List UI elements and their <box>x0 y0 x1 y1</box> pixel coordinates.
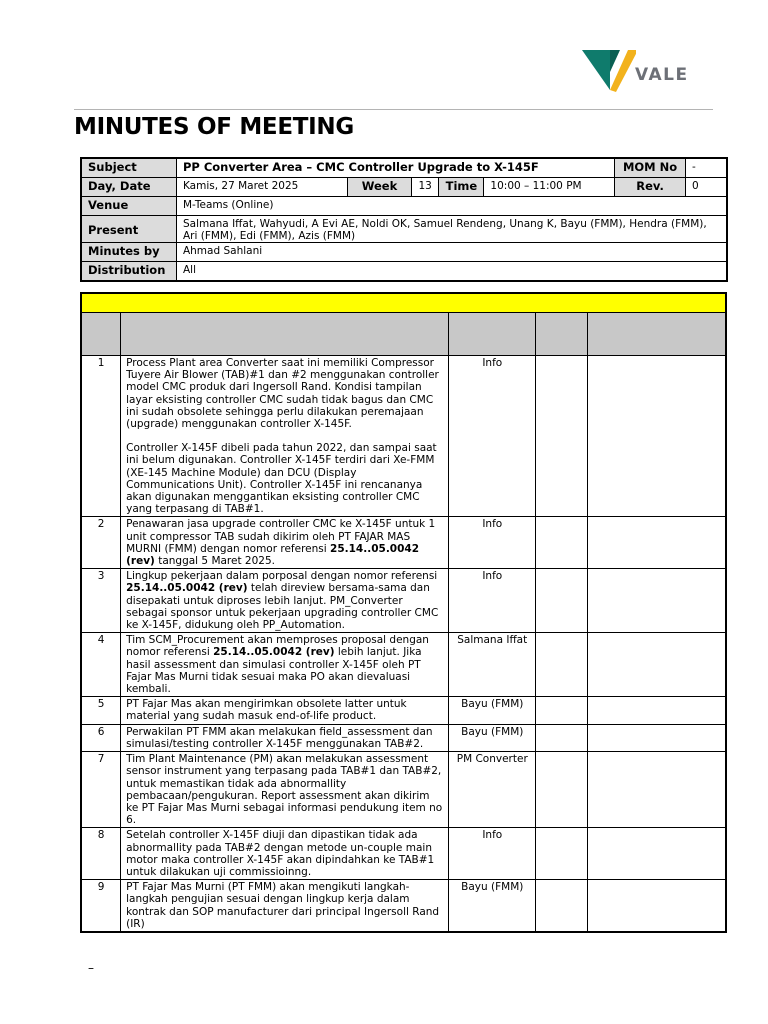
item-status <box>587 880 726 932</box>
item-pic: Bayu (FMM) <box>449 697 536 724</box>
item-due <box>536 356 587 517</box>
item-description-paragraph: Process Plant area Converter saat ini memiliki Compressor Tuyere Air Blower (TAB)#1 dan #2 menggunakan controller model CMC produk dari Ingersoll Rand. Kondisi tampilan layar eksisting controller CMC sudah tidak bagus dan CMC ini sudah obsolete sehingga perlu dilakukan peremajaan (upgrade) menggunakan controller X-145F. <box>126 357 439 431</box>
rev-value: 0 <box>686 178 728 197</box>
meeting-info-table <box>80 157 728 282</box>
day-date-label: Day, Date <box>81 178 176 197</box>
item-pic: Info <box>449 569 536 633</box>
day-date-value: Kamis, 27 Maret 2025 <box>176 178 347 197</box>
time-value: 10:00 – 11:00 PM <box>484 178 615 197</box>
footer-dash: – <box>88 961 94 975</box>
item-description-paragraph: Controller X-145F dibeli pada tahun 2022, dan sampai saat ini belum digunakan. Controller X-145F terdiri dari Xe-FMM (XE-145 Machine Module) dan DCU (Display Communications Unit). Controller X-145F ini rencananya akan digunakan menggantikan eksisting controller CMC yang terpasang di TAB#1. <box>126 442 437 516</box>
item-due <box>536 724 587 751</box>
venue-label: Venue <box>81 197 176 216</box>
item-pic: PM Converter <box>449 752 536 828</box>
yellow-header-cell <box>81 293 726 313</box>
table-row <box>81 697 726 724</box>
item-status <box>587 697 726 724</box>
item-no: 1 <box>81 356 121 517</box>
action-items-table <box>80 292 727 933</box>
item-description <box>121 356 449 517</box>
table-row <box>81 633 726 697</box>
vale-logo-text: VALE <box>635 65 689 85</box>
subject-label: Subject <box>81 158 176 178</box>
time-label: Time <box>439 178 484 197</box>
item-no: 6 <box>81 724 121 751</box>
vale-logo <box>580 46 710 96</box>
item-description: PT Fajar Mas Murni (PT FMM) akan mengikuti langkah-langkah pengujian sesuai dengan lingkup kerja dalam kontrak dan SOP manufacturer dari principal Ingersoll Rand (IR) <box>121 880 449 932</box>
item-status <box>587 517 726 569</box>
mom-no-value: - <box>686 158 728 178</box>
item-due <box>536 569 587 633</box>
item-due <box>536 752 587 828</box>
vale-logo-mark <box>580 46 636 94</box>
minutes-by-label: Minutes by <box>81 243 176 262</box>
present-value: Salmana Iffat, Wahyudi, A Evi AE, Noldi OK, Samuel Rendeng, Unang K, Bayu (FMM), Hendra (FMM), Ari (FMM), Edi (FMM), Azis (FMM) <box>176 216 727 243</box>
item-pic: Info <box>449 828 536 880</box>
table-column-header <box>81 313 726 356</box>
rev-label: Rev. <box>615 178 686 197</box>
table-row <box>81 356 726 517</box>
col-header-description <box>121 313 449 356</box>
item-status <box>587 356 726 517</box>
item-status <box>587 633 726 697</box>
item-description: PT Fajar Mas akan mengirimkan obsolete latter untuk material yang sudah masuk end-of-life product. <box>121 697 449 724</box>
item-pic: Info <box>449 356 536 517</box>
item-pic: Salmana Iffat <box>449 633 536 697</box>
col-header-no <box>81 313 121 356</box>
item-due <box>536 880 587 932</box>
item-description: Lingkup pekerjaan dalam porposal dengan nomor referensi 25.14..05.0042 (rev) telah direview bersama-sama dan disepakati untuk diproses lebih lanjut. PM_Converter sebagai sponsor untuk pekerjaan upgrading controller CMC ke X-145F, didukung oleh PP_Automation. <box>121 569 449 633</box>
table-row <box>81 880 726 932</box>
col-header-due <box>536 313 587 356</box>
item-no: 4 <box>81 633 121 697</box>
item-description: Setelah controller X-145F diuji dan dipastikan tidak ada abnormallity pada TAB#2 dengan metode un-couple main motor maka controller X-145F akan dipindahkan ke TAB#1 untuk dilakukan uji commissioinng. <box>121 828 449 880</box>
mom-no-label: MOM No <box>615 158 686 178</box>
item-description: Perwakilan PT FMM akan melakukan field_assessment dan simulasi/testing controller X-145F menggunakan TAB#2. <box>121 724 449 751</box>
table-row <box>81 569 726 633</box>
table-row <box>81 752 726 828</box>
item-due <box>536 517 587 569</box>
week-label: Week <box>347 178 412 197</box>
item-due <box>536 633 587 697</box>
item-no: 5 <box>81 697 121 724</box>
item-no: 8 <box>81 828 121 880</box>
col-header-status <box>587 313 726 356</box>
present-label: Present <box>81 216 176 243</box>
table-row <box>81 724 726 751</box>
item-no: 7 <box>81 752 121 828</box>
item-status <box>587 752 726 828</box>
item-no: 2 <box>81 517 121 569</box>
item-no: 9 <box>81 880 121 932</box>
item-due <box>536 697 587 724</box>
item-status <box>587 569 726 633</box>
item-due <box>536 828 587 880</box>
subject-value: PP Converter Area – CMC Controller Upgrade to X-145F <box>176 158 614 178</box>
week-value: 13 <box>412 178 439 197</box>
page-title: MINUTES OF MEETING <box>74 114 354 140</box>
distribution-label: Distribution <box>81 262 176 282</box>
table-row <box>81 828 726 880</box>
item-description: Tim SCM_Procurement akan memproses proposal dengan nomor referensi 25.14..05.0042 (rev) lebih lanjut. Jika hasil assessment dan simulasi controller X-145F oleh PT Fajar Mas Murni tidak sesuai maka PO akan dievaluasi kembali. <box>121 633 449 697</box>
minutes-by-value: Ahmad Sahlani <box>176 243 727 262</box>
header-rule <box>74 109 713 110</box>
table-row <box>81 517 726 569</box>
venue-value: M-Teams (Online) <box>176 197 727 216</box>
item-pic: Info <box>449 517 536 569</box>
item-status <box>587 828 726 880</box>
item-status <box>587 724 726 751</box>
col-header-pic <box>449 313 536 356</box>
item-pic: Bayu (FMM) <box>449 724 536 751</box>
item-pic: Bayu (FMM) <box>449 880 536 932</box>
distribution-value: All <box>176 262 727 282</box>
table-yellow-header <box>81 293 726 313</box>
item-description: Penawaran jasa upgrade controller CMC ke X-145F untuk 1 unit compressor TAB sudah dikirim oleh PT FAJAR MAS MURNI (FMM) dengan nomor referensi 25.14..05.0042 (rev) tanggal 5 Maret 2025. <box>121 517 449 569</box>
item-description: Tim Plant Maintenance (PM) akan melakukan assessment sensor instrument yang terpasang pada TAB#1 dan TAB#2, untuk memastikan tidak ada abnormallity pembacaan/pengukuran. Report assessment akan dikirim ke PT Fajar Mas Murni sebagai informasi pendukung item no 6. <box>121 752 449 828</box>
item-no: 3 <box>81 569 121 633</box>
